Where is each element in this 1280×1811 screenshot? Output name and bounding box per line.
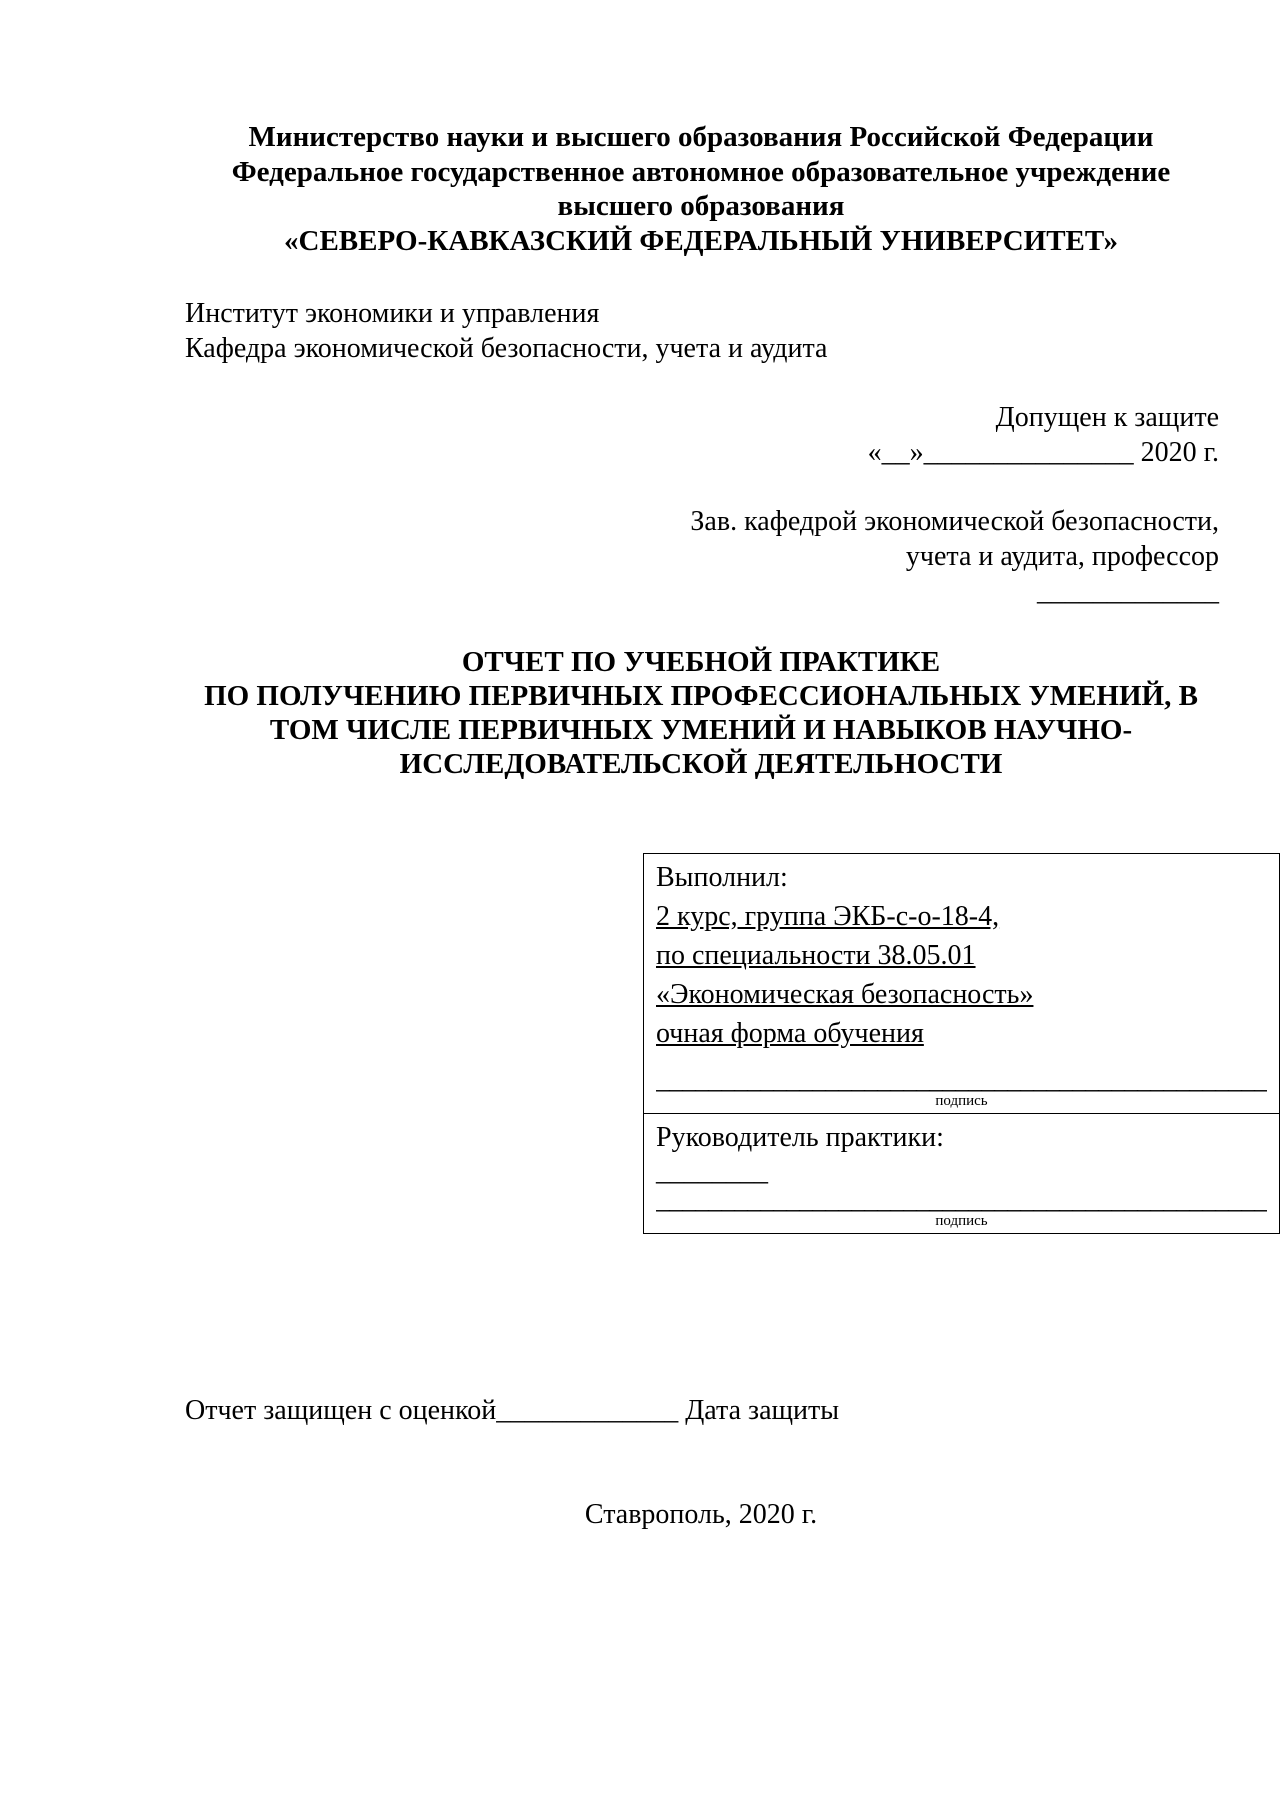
supervisor-name-line: ________ <box>656 1156 768 1187</box>
performer-specialty-name: «Экономическая безопасность» <box>656 979 1034 1010</box>
supervisor-cell <box>644 1114 1280 1234</box>
performer-cell <box>644 854 1280 1114</box>
institute-name: Институт экономики и управления <box>185 298 600 329</box>
head-of-department-position: учета и аудита, профессор <box>905 541 1219 572</box>
report-title-line: ПО ПОЛУЧЕНИЮ ПЕРВИЧНЫХ ПРОФЕССИОНАЛЬНЫХ УМЕНИЙ, В <box>204 680 1198 712</box>
ministry-header <box>185 120 1217 258</box>
performer-signature-caption: подпись <box>935 1093 988 1109</box>
head-of-department-title: Зав. кафедрой экономической безопасности, <box>690 506 1219 537</box>
header-institution-type: Федеральное государственное автономное образовательное учреждение <box>231 155 1171 188</box>
admission-date-line: «__»_______________ 2020 г. <box>867 437 1219 468</box>
performer-course-group: 2 курс, группа ЭКБ-с-о-18-4, <box>656 901 1000 932</box>
performer-label: Выполнил: <box>656 862 788 893</box>
head-of-department-signature-line: _____________ <box>1037 576 1219 607</box>
city-year: Ставрополь, 2020 г. <box>584 1499 818 1530</box>
organization-block <box>185 296 827 366</box>
performer-signature-line: _______________________________________________ <box>656 1067 1267 1093</box>
report-title-line: ИССЛЕДОВАТЕЛЬСКОЙ ДЕЯТЕЛЬНОСТИ <box>399 748 1003 780</box>
performer-study-form: очная форма обучения <box>656 1018 924 1049</box>
admission-label: Допущен к защите <box>995 402 1219 433</box>
report-title-line: ОТЧЕТ ПО УЧЕБНОЙ ПРАКТИКЕ <box>461 646 941 678</box>
header-ministry: Министерство науки и высшего образования Российской Федерации <box>248 121 1154 153</box>
report-title-line: ТОМ ЧИСЛЕ ПЕРВИЧНЫХ УМЕНИЙ И НАВЫКОВ НАУЧНО- <box>269 714 1133 746</box>
defense-result-line: Отчет защищен с оценкой_____________ Дата защиты <box>185 1395 840 1426</box>
performer-specialty: по специальности 38.05.01 <box>656 940 976 971</box>
supervisor-label: Руководитель практики: <box>656 1122 944 1153</box>
admission-block <box>868 400 1219 470</box>
head-of-department-block <box>690 504 1219 609</box>
report-title <box>185 645 1217 781</box>
supervisor-signature-line: _______________________________________________ <box>656 1187 1267 1213</box>
department-name: Кафедра экономической безопасности, учета и аудита <box>185 333 828 364</box>
header-university-name: «СЕВЕРО-КАВКАЗСКИЙ ФЕДЕРАЛЬНЫЙ УНИВЕРСИТЕТ» <box>284 224 1118 257</box>
supervisor-signature-caption: подпись <box>935 1213 988 1229</box>
signature-table <box>643 853 1280 1234</box>
header-education-level: высшего образования <box>557 190 845 222</box>
